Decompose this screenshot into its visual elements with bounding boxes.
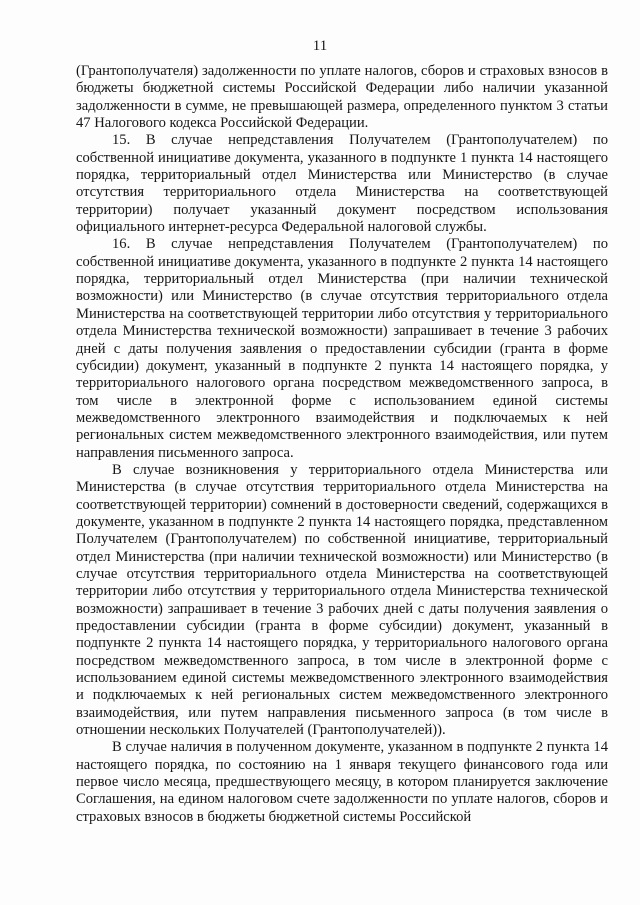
paragraph-clause-16: 16. В случае непредставления Получателем (Грантополучателем) по собственной инициативе документа, указанного в подпункте 2 пункта 14 настоящего порядка, территориальный отдел Министерства (при наличии технической возможности) или Министерство (в случае отсутствия территориального отдела Министерства на соответствующей территории либо отсутствия у территориального отдела Министерства технической возможности) запрашивает в течение 3 рабочих дней с даты получения заявления о предоставлении субсидии (гранта в форме субсидии) документ, указанный в подпункте 2 пункта 14 настоящего порядка, у территориального налогового органа посредством межведомственного запроса, в том числе в электронной форме с использованием единой системы межведомственного электронного взаимодействия и подключаемых к ней региональных систем межведомственного электронного взаимодействия, или путем направления письменного запроса. xyxy=(76,236,608,461)
paragraph-debt-found: В случае наличия в полученном документе, указанном в подпункте 2 пункта 14 настоящего порядка, по состоянию на 1 января текущего финансового года или первое число месяца, предшествующего месяцу, в котором планируется заключение Соглашения, на едином налоговом счете задолженности по уплате налогов, сборов и страховых взносов в бюджеты бюджетной системы Российской xyxy=(76,739,608,825)
paragraph-doubts-request: В случае возникновения у территориального отдела Министерства или Министерства (в случае отсутствия территориального отдела Министерства на соответствующей территории) сомнений в достоверности сведений, содержащихся в документе, указанном в подпункте 2 пункта 14 настоящего порядка, представленном Получателем (Грантополучателем) по собственной инициативе, территориальный отдел Министерства (при наличии технической возможности) или Министерство (в случае отсутствия территориального отдела Министерства на соответствующей территории либо отсутствия у территориального отдела Министерства технической возможности) запрашивает в течение 3 рабочих дней с даты получения заявления о предоставлении субсидии (гранта в форме субсидии) документ, указанный в подпункте 2 пункта 14 настоящего порядка, у территориального налогового органа посредством межведомственного запроса, в том числе в электронной форме с использованием единой системы межведомственного электронного взаимодействия и подключаемых к ней региональных систем межведомственного электронного взаимодействия, или путем направления письменного запроса (в том числе в отношении нескольких Получателей (Грантополучателей)). xyxy=(76,461,608,739)
paragraph-debt-continuation: (Грантополучателя) задолженности по уплате налогов, сборов и страховых взносов в бюджеты бюджетной системы Российской Федерации либо наличии указанной задолженности в сумме, не превышающей размера, определенного пунктом 3 статьи 47 Налогового кодекса Российской Федерации. xyxy=(76,63,608,132)
paragraph-clause-15: 15. В случае непредставления Получателем (Грантополучателем) по собственной инициативе документа, указанного в подпункте 1 пункта 14 настоящего порядка, территориальный отдел Министерства или Министерство (в случае отсутствия территориального отдела Министерства на соответствующей территории) получает указанный документ посредством использования официального интернет-ресурса Федеральной налоговой службы. xyxy=(76,132,608,236)
document-body xyxy=(76,63,608,826)
page-number: 11 xyxy=(312,38,328,54)
